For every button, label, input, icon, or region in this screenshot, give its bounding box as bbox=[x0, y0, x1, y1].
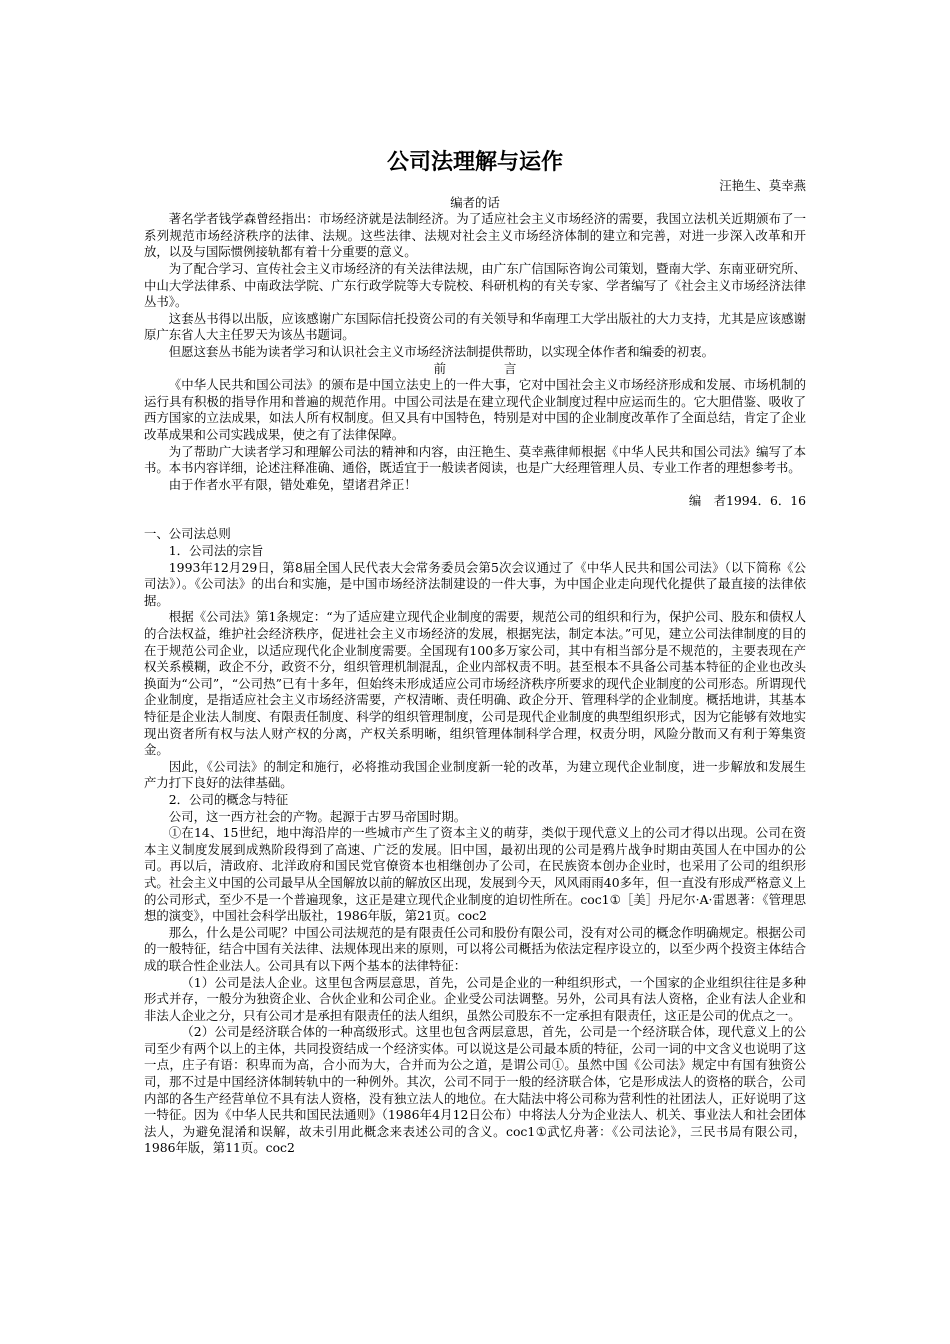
subsection-heading: 2．公司的概念与特征 bbox=[168, 791, 289, 807]
body-paragraph: （2）公司是经济联合体的一种高级形式。这里也包含两层意思，首先，公司是一个经济联合体，现代意义上的公司至少有两个以上的主体，共同投资结成一个经济实体。可以说这是公司最本质的特征，公司一词的中文含义也说明了这一点，庄子有语：积卑而为高，合小而为大，合并而为公之道，是谓公司①。虽然中国《公司法》规定中有国有独资公司，那不过是中国经济体制转轨中的一种例外。其次，公司不同于一般的经济联合体，它是形成法人的资格的联合，公司内部的各生产经营单位不具有法人资格，没有独立法人的地位。在大陆法中将公司称为营利性的社团法人，正好说明了这一特征。因为《中华人民共和国民法通则》（1986年4月12日公布）中将法人分为企业法人、机关、事业法人和社会团体法人，为避免混淆和误解，故未引用此概念来表述公司的含义。coc1①武忆舟著：《公司法论》，三民书局有限公司，1986年版，第11页。coc2 bbox=[144, 1024, 806, 1156]
body-paragraph: ①在14、15世纪，地中海沿岸的一些城市产生了资本主义的萌芽，类似于现代意义上的公司才得以出现。公司在资本主义制度发展到成熟阶段得到了高速、广泛的发展。旧中国，最初出现的公司是鸦片战争时期由英国人在中国办的公司。再以后，清政府、北洋政府和国民党官僚资本也相继创办了公司，在民族资本创办企业时，也采用了公司的组织形式。社会主义中国的公司最早从全国解放以前的解放区出现，发展到今天，风风雨雨40多年，但一直没有形成严格意义上的公司形式，至少不是一个普遍现象，这正是建立现代企业制度的迫切性所在。coc1①［美］丹尼尔·A·雷恩著：《管理思想的演变》，中国社会科学出版社，1986年版，第21页。coc2 bbox=[144, 825, 806, 924]
preface-heading-right: 言 bbox=[504, 360, 517, 376]
editor-paragraph: 著名学者钱学森曾经指出：市场经济就是法制经济。为了适应社会主义市场经济的需要，我国立法机关近期颁布了一系列规范市场经济秩序的法律、法规。这些法律、法规对社会主义市场经济体制的建立和完善，对进一步深入改革和开放，以及与国际惯例接轨都有着十分重要的意义。 bbox=[144, 211, 806, 260]
subsection-heading: 1．公司法的宗旨 bbox=[168, 543, 264, 559]
preface-paragraph: 由于作者水平有限，错处难免，望诸君斧正！ bbox=[168, 476, 417, 492]
body-paragraph: 1993年12月29日，第8届全国人民代表大会常务委员会第5次会议通过了《中华人民共和国公司法》（以下简称《公司法》）。《公司法》的出台和实施，是中国市场经济法制建设的一件大事，为中国企业走向现代化提供了最直接的法律依据。 bbox=[144, 559, 806, 608]
preface-heading bbox=[144, 361, 806, 378]
body-paragraph: 因此，《公司法》的制定和施行，必将推动我国企业制度新一轮的改革，为建立现代企业制度，进一步解放和发展生产力打下良好的法律基础。 bbox=[144, 758, 806, 791]
body-paragraph: 那么，什么是公司呢？中国公司法规范的是有限责任公司和股份有限公司，没有对公司的概念作明确规定。根据公司的一般特征，结合中国有关法律、法规体现出来的原则，可以将公司概括为依法定程序设立的，以至少两个投资主体结合成的联合性企业法人。公司具有以下两个基本的法律特征： bbox=[144, 924, 806, 973]
editor-paragraph: 为了配合学习、宣传社会主义市场经济的有关法律法规，由广东广信国际咨询公司策划，暨南大学、东南亚研究所、中山大学法律系、中南政法学院、广东行政学院等大专院校、科研机构的有关专家、学者编写了《社会主义市场经济法律丛书》。 bbox=[144, 260, 806, 310]
editor-signature: 编 者1994．6．16 bbox=[688, 493, 806, 509]
document-page bbox=[144, 148, 806, 1157]
authors-line: 汪艳生、莫幸燕 bbox=[719, 178, 806, 193]
preface-heading-left: 前 bbox=[433, 360, 446, 376]
body-paragraph: 公司，这一西方社会的产物。起源于古罗马帝国时期。 bbox=[168, 808, 467, 824]
preface-paragraph: 为了帮助广大读者学习和理解公司法的精神和内容，由汪艳生、莫幸燕律师根据《中华人民共和国公司法》编写了本书。本书内容详细，论述注释准确、通俗，既适宜于一般读者阅读，也是广大经理管理人员、专业工作者的理想参考书。 bbox=[144, 443, 806, 476]
editor-paragraph: 但愿这套丛书能为读者学习和认识社会主义市场经济法制提供帮助，以实现全体作者和编委的初衷。 bbox=[168, 343, 714, 359]
body-paragraph: （1）公司是法人企业。这里包含两层意思，首先，公司是企业的一种组织形式，一个国家的企业组织往往是多种形式并存，一般分为独资企业、合伙企业和公司企业。企业受公司法调整。另外，公司具有法人资格，企业有法人企业和非法人企业之分，只有公司才是承担有限责任的法人组织，虽然公司股东不一定承担有限责任，这正是公司的优点之一。 bbox=[144, 974, 806, 1023]
document-title: 公司法理解与运作 bbox=[386, 149, 563, 175]
editor-heading: 编者的话 bbox=[450, 194, 500, 210]
section-heading: 一、公司法总则 bbox=[144, 526, 231, 542]
editor-paragraph: 这套丛书得以出版，应该感谢广东国际信托投资公司的有关领导和华南理工大学出版社的大力支持，尤其是应该感谢原广东省人大主任罗天为该丛书题词。 bbox=[144, 310, 806, 343]
preface-paragraph: 《中华人民共和国公司法》的颁布是中国立法史上的一件大事，它对中国社会主义市场经济形成和发展、市场机制的运行具有积极的指导作用和普遍的规范作用。中国公司法是在建立现代企业制度过程中应运而生的。它大胆借鉴、吸收了西方国家的立法成果，如法人所有权制度。但又具有中国特色，特别是对中国的企业制度改革作了全面总结，肯定了企业改革成果和公司实践成果，使之有了法律保障。 bbox=[144, 377, 806, 442]
body-paragraph: 根据《公司法》第1条规定：“为了适应建立现代企业制度的需要，规范公司的组织和行为，保护公司、股东和债权人的合法权益，维护社会经济秩序，促进社会主义市场经济的发展，根据宪法，制定本法。”可见，建立公司法律制度的目的在于规范公司企业，以适应现代化企业制度需要。全国现有100多万家公司，其中有相当部分是不规范的，主要表现在产权关系模糊，政企不分，政资不分，组织管理机制混乱，企业内部权责不明。甚至根本不具备公司基本特征的企业也改头换面为“公司”，“公司热”已有十多年，但始终未形成适应公司市场经济秩序所要求的现代企业制度的公司形态。所谓现代企业制度，是指适应社会主义市场经济需要，产权清晰、责任明确、政企分开、管理科学的企业制度。概括地讲，其基本特征是企业法人制度、有限责任制度、科学的组织管理制度，公司是现代企业制度的典型组织形式，因为它能够有效地实现出资者所有权与法人财产权的分离，产权关系明晰，组织管理体制科学合理，权责分明，风险分散而又有利于筹集资金。 bbox=[144, 609, 806, 758]
